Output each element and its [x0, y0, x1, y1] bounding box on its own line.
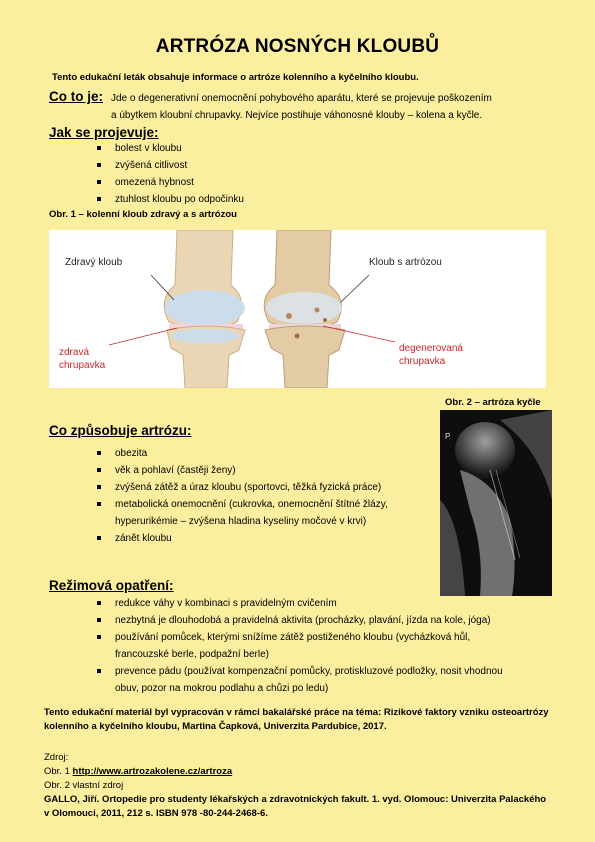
- list-item: zvýšená zátěž a úraz kloubu (sportovci, těžká fyzická práce): [97, 479, 437, 496]
- list-item: zvýšená citlivost: [97, 157, 517, 174]
- causes-heading: Co způsobuje artrózu:: [49, 423, 192, 438]
- page-title: ARTRÓZA NOSNÝCH KLOUBŮ: [155, 36, 440, 57]
- symptoms-list: [97, 140, 517, 208]
- causes-list: [97, 445, 437, 547]
- pointer-line: [341, 275, 369, 302]
- pointer-line: [151, 275, 174, 300]
- symptoms-heading: Jak se projevuje:: [49, 125, 159, 140]
- section-what: [49, 88, 103, 106]
- intro-text: Tento edukační leták obsahuje informace o artróze kolenního a kyčelního kloubu.: [52, 72, 419, 83]
- list-item: používání pomůcek, kterými snížíme zátěž postiženého kloubu (vycházková hůl, francouzské berle, podpažní berle): [97, 629, 557, 663]
- source-link[interactable]: http://www.artrozakolene.cz/artroza: [72, 766, 233, 777]
- fig2-caption: Obr. 2 – artróza kyčle: [445, 397, 541, 408]
- list-item: nezbytná je dlouhodobá a pravidelná aktivita (procházky, plavání, jízda na kole, jóga): [97, 612, 557, 629]
- list-item: metabolická onemocnění (cukrovka, onemocnění štítné žlázy, hyperurikémie – zvýšena hladina kyseliny močové v krvi): [97, 496, 437, 530]
- measures-list: [97, 595, 557, 697]
- list-item: prevence pádu (používat kompenzační pomůcky, protiskluzové podložky, nosit vhodnou obuv, pozor na mokrou podlahu a chůzi po ledu): [97, 663, 557, 697]
- list-item: bolest v kloubu: [97, 140, 517, 157]
- label-healthy: Zdravý kloub: [65, 257, 123, 268]
- section-causes: [49, 422, 192, 440]
- source-book-line1: GALLO, Jiří. Ortopedie pro studenty lékařských a zdravotnických fakult. 1. vyd. Olomouc: Univerzita Palackého: [44, 794, 547, 805]
- list-item: redukce váhy v kombinaci s pravidelným cvičením: [97, 595, 557, 612]
- label-healthy-cartilage: zdravá chrupavka: [59, 347, 106, 371]
- list-item: věk a pohlaví (častěji ženy): [97, 462, 437, 479]
- knee-diagram: [49, 230, 546, 388]
- healthy-knee: [164, 230, 245, 388]
- list-item: obezita: [97, 445, 437, 462]
- what-heading: Co to je:: [49, 89, 103, 104]
- xray-marker: P: [445, 432, 451, 441]
- sources-label: Zdroj:: [44, 752, 69, 763]
- sources: [44, 751, 574, 821]
- pointer-line: [109, 328, 177, 345]
- section-measures: [49, 577, 174, 595]
- fig1-caption: Obr. 1 – kolenní kloub zdravý a s artrózou: [49, 209, 237, 220]
- label-arthritic: Kloub s artrózou: [369, 257, 442, 268]
- xray-drawing: [440, 410, 552, 596]
- source-book-line2: v Olomouci, 2011, 212 s. ISBN 978 -80-244-2468-6.: [44, 808, 268, 819]
- list-item: ztuhlost kloubu po odpočinku: [97, 191, 517, 208]
- source-obr2: Obr. 2 vlastní zdroj: [44, 780, 124, 791]
- arthritic-knee: [264, 230, 345, 388]
- list-item: zánět kloubu: [97, 530, 437, 547]
- list-item: omezená hybnost: [97, 174, 517, 191]
- hip-xray-image: [440, 410, 552, 596]
- what-line-2: a úbytkem kloubní chrupavky. Nejvíce postihuje váhonosné klouby – kolena a kyčle.: [111, 110, 483, 121]
- source-obr1: Obr. 1 http://www.artrozakolene.cz/artroza: [44, 766, 233, 777]
- knee-illustration: [49, 230, 546, 388]
- what-line-1: Jde o degenerativní onemocnění pohybového aparátu, které se projevuje poškozením: [111, 93, 492, 104]
- label-degenerated-cartilage: degenerovaná chrupavka: [399, 343, 463, 367]
- measures-heading: Režimová opatření:: [49, 578, 174, 593]
- footer-note: Tento edukační materiál byl vypracován v rámci bakalářské práce na téma: Rizikové faktory vzniku osteoartrózy kolenního a kyčelního kloubu, Martina Čapková, Univerzita Pardubice, 2017.: [44, 707, 549, 732]
